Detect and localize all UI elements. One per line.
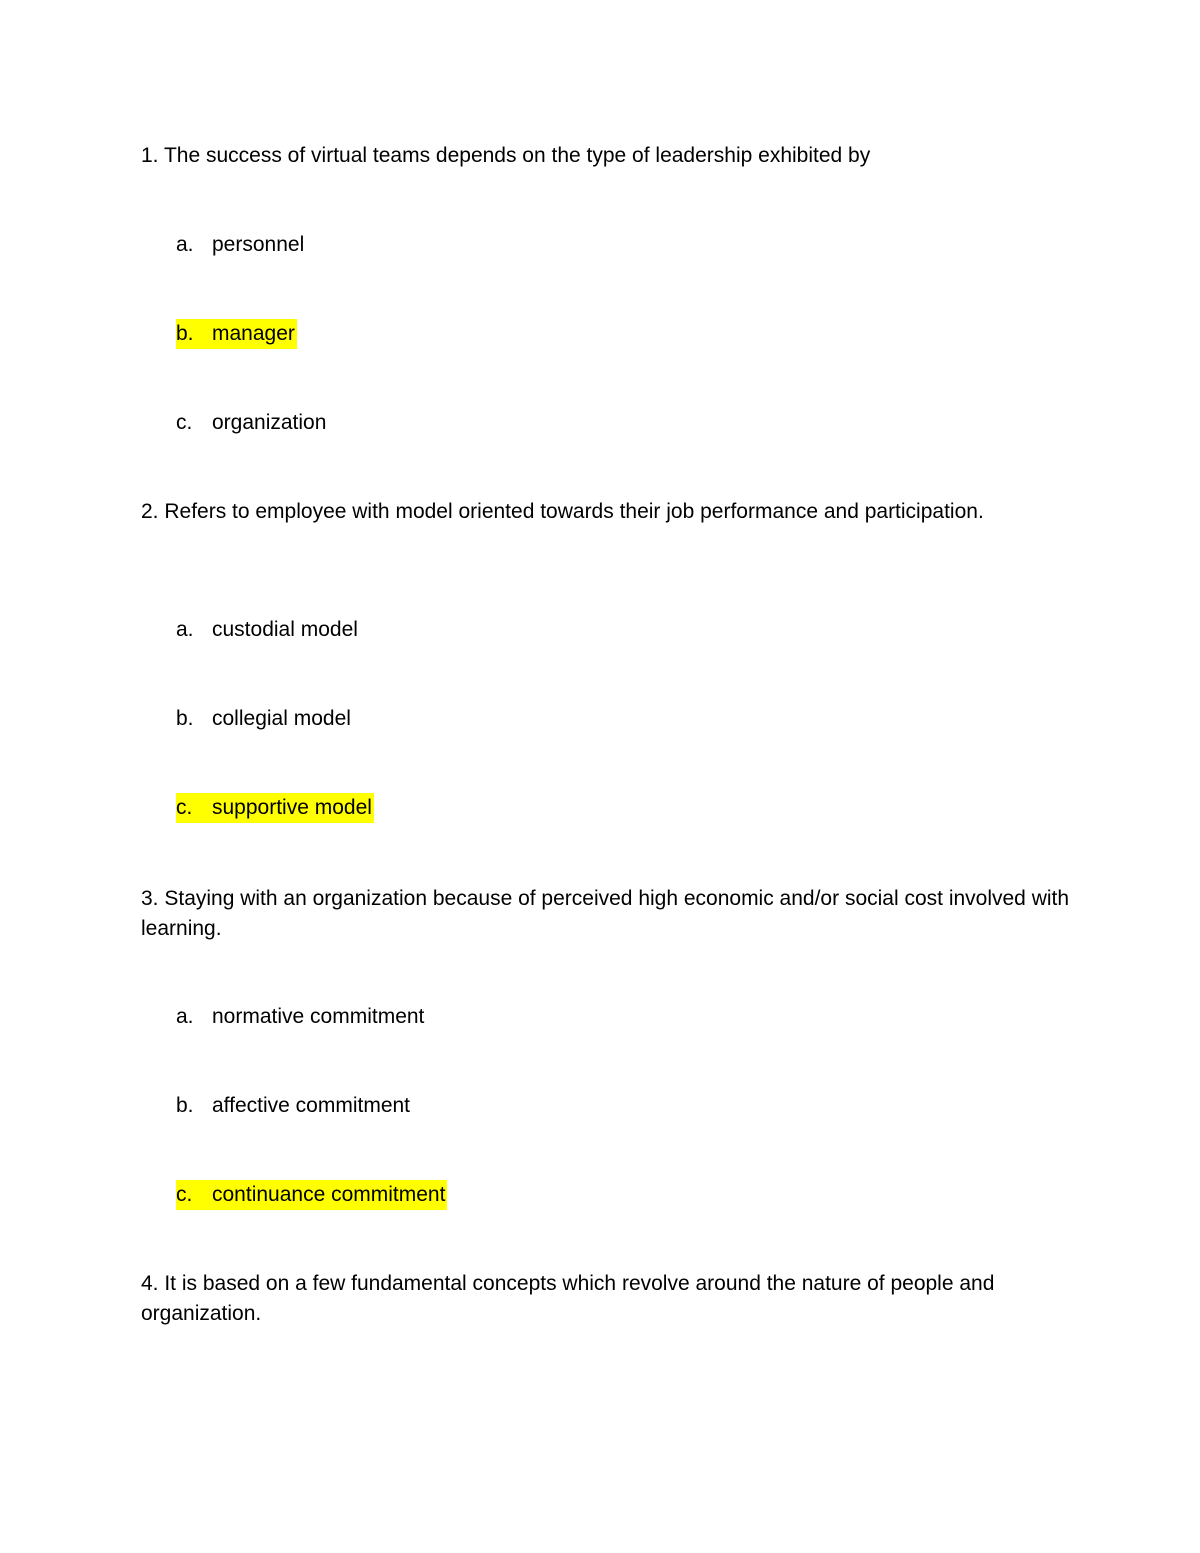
- option-marker: b.: [176, 1094, 194, 1117]
- option-text: affective commitment: [212, 1094, 411, 1117]
- option-marker: a.: [176, 1005, 194, 1028]
- question-4: 4. It is based on a few fundamental concepts which revolve around the nature of people and organization.: [141, 1272, 995, 1325]
- option-marker: b.: [176, 707, 194, 730]
- option-text: personnel: [212, 233, 305, 256]
- option-text: organization: [212, 411, 327, 434]
- option-marker: c.: [176, 411, 193, 434]
- question-1-option-b-highlighted: [176, 319, 297, 349]
- question-2-option-c-highlighted: [176, 793, 374, 823]
- option-marker: c.: [176, 796, 193, 819]
- option-marker: c.: [176, 1183, 193, 1206]
- question-2: 2. Refers to employee with model oriented towards their job performance and participation.: [141, 500, 984, 523]
- question-3-option-a: [176, 1002, 424, 1032]
- option-text: supportive model: [212, 796, 372, 819]
- question-1-option-c: [176, 408, 326, 438]
- option-text: custodial model: [212, 618, 358, 641]
- question-3-option-c-highlighted: [176, 1180, 447, 1210]
- question-3: 3. Staying with an organization because of perceived high economic and/or social cost involved with learning.: [141, 887, 1070, 940]
- option-marker: a.: [176, 618, 194, 641]
- question-3-option-b: [176, 1091, 410, 1121]
- option-text: continuance commitment: [212, 1183, 446, 1206]
- question-1-option-a: [176, 230, 304, 260]
- question-2-option-b: [176, 704, 351, 734]
- option-text: collegial model: [212, 707, 351, 730]
- option-text: manager: [212, 322, 295, 345]
- option-marker: b.: [176, 322, 194, 345]
- question-2-option-a: [176, 615, 358, 645]
- option-marker: a.: [176, 233, 194, 256]
- question-1: 1. The success of virtual teams depends on the type of leadership exhibited by: [141, 144, 871, 167]
- option-text: normative commitment: [212, 1005, 425, 1028]
